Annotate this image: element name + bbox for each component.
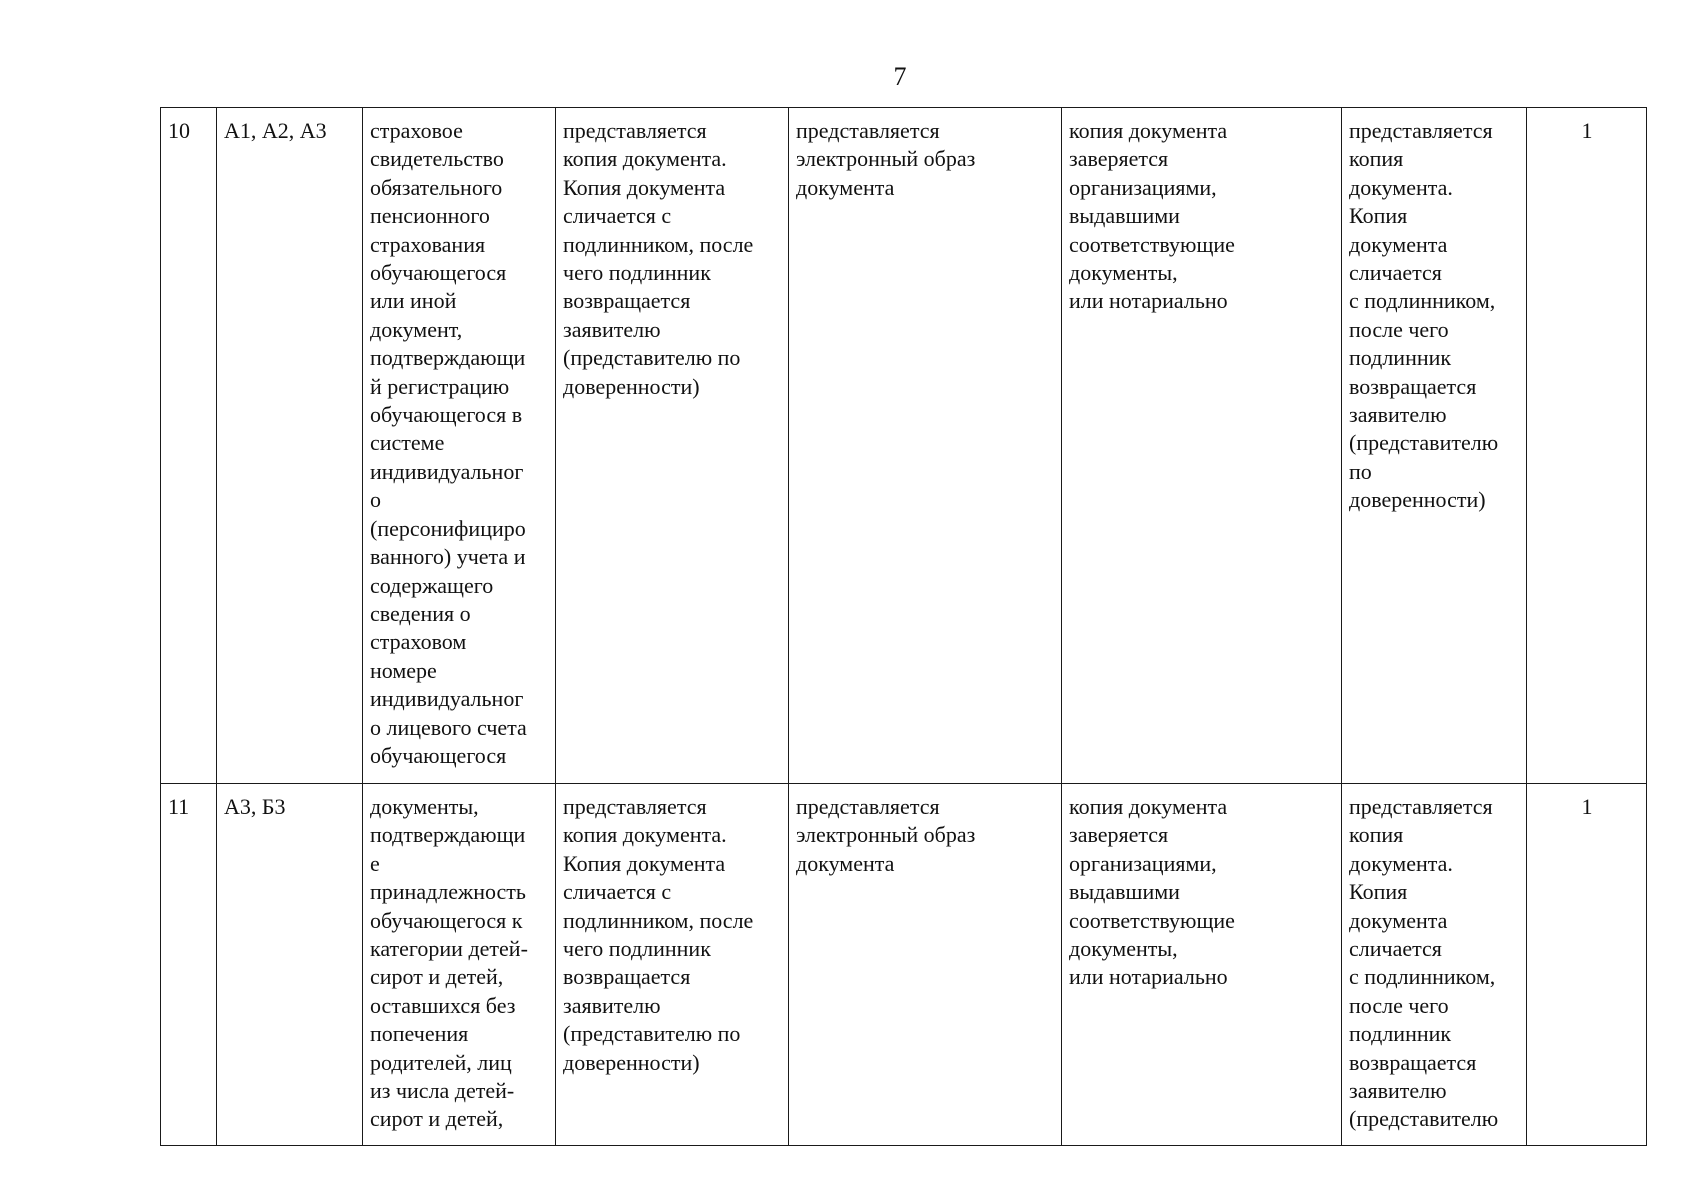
count-cell: 1 <box>1527 784 1647 1146</box>
paper-submission-cell: представляется копия документа. Копия документа сличается с подлинником, после чего подлинник возвращается заявителю (представителю по доверенности) <box>556 108 789 784</box>
certification-cell: копия документа заверяется организациями, выдавшими соответствующие документы, или нотариально <box>1062 784 1342 1146</box>
page-number: 7 <box>893 62 907 91</box>
table-row <box>161 784 1647 1146</box>
electronic-submission-cell: представляется электронный образ документа <box>789 784 1062 1146</box>
applicant-categories-cell: А3, Б3 <box>217 784 363 1146</box>
row-number-cell: 10 <box>161 108 217 784</box>
count-cell: 1 <box>1527 108 1647 784</box>
table-row <box>161 108 1647 784</box>
procedure-cell: представляется копия документа. Копия документа сличается с подлинником, после чего подлинник возвращается заявителю (представителю <box>1342 784 1527 1146</box>
document-name-cell: страховое свидетельство обязательного пенсионного страхования обучающегося или иной документ, подтверждающи й регистрацию обучающегося в системе индивидуальног о (персонифициро ванного) учета и содержащего сведения о страховом номере индивидуальног о лицевого счета обучающегося <box>363 108 556 784</box>
paper-submission-cell: представляется копия документа. Копия документа сличается с подлинником, после чего подлинник возвращается заявителю (представителю по доверенности) <box>556 784 789 1146</box>
document-name-cell: документы, подтверждающи е принадлежность обучающегося к категории детей- сирот и детей, оставшихся без попечения родителей, лиц из числа детей- сирот и детей, <box>363 784 556 1146</box>
applicant-categories-cell: А1, А2, А3 <box>217 108 363 784</box>
electronic-submission-cell: представляется электронный образ документа <box>789 108 1062 784</box>
certification-cell: копия документа заверяется организациями, выдавшими соответствующие документы, или нотариально <box>1062 108 1342 784</box>
documents-table <box>160 107 1647 1146</box>
row-number-cell: 11 <box>161 784 217 1146</box>
procedure-cell: представляется копия документа. Копия документа сличается с подлинником, после чего подлинник возвращается заявителю (представителю по доверенности) <box>1342 108 1527 784</box>
